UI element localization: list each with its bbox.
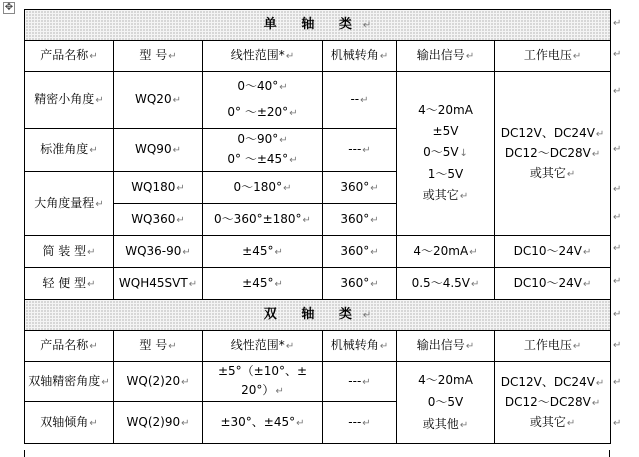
cell-mech: ---↵: [323, 129, 397, 172]
header-range: 线性范围*↵: [203, 331, 323, 362]
cell-model: WQ(2)90↵: [114, 402, 203, 444]
cell-name: 简 装 型↵: [25, 236, 114, 268]
section-dual-axis: [25, 300, 611, 331]
paragraph-mark-icon: ↵: [613, 377, 622, 388]
table-row: [25, 362, 611, 402]
cell-model: WQ20↵: [114, 72, 203, 129]
header-mech: 机械转角↵: [323, 331, 397, 362]
section-title: [25, 300, 611, 331]
cell-range: 0～180°↵: [203, 172, 323, 204]
header-row: [25, 331, 611, 362]
cell-output: 4～20mA↵: [397, 236, 495, 268]
cell-name: 标准角度↵: [25, 129, 114, 172]
cell-model: WQH45SVT↵: [114, 268, 203, 300]
header-voltage: 工作电压↵: [495, 41, 611, 72]
paragraph-mark-icon: ↵: [613, 144, 622, 155]
cell-mech: 360°↵: [323, 204, 397, 236]
cell-output: 0.5～4.5V↵: [397, 268, 495, 300]
header-range: 线性范围*↵: [203, 41, 323, 72]
cell-output-merged: 4～20mA ±5V 0～5V↓ 1～5V 或其它↵: [397, 72, 495, 236]
paragraph-mark-icon: ↵: [613, 184, 622, 195]
cell-mech: 360°↵: [323, 236, 397, 268]
cell-range: 0～40°↵ 0° ～±20°↵: [203, 72, 323, 129]
header-output: 输出信号↵: [397, 41, 495, 72]
cell-name: 轻 便 型↵: [25, 268, 114, 300]
cell-model: WQ180↵: [114, 172, 203, 204]
cell-range: ±5°（±10°、± 20°）↵: [203, 362, 323, 402]
header-model: 型 号↵: [114, 331, 203, 362]
cell-range: ±30°、±45°↵: [203, 402, 323, 444]
paragraph-mark-icon: ↵: [613, 49, 622, 60]
paragraph-mark-icon: ↵: [362, 20, 372, 31]
paragraph-mark-icon: ↵: [613, 243, 622, 254]
cell-range: 0～90°↵ 0° ～±45°↵: [203, 129, 323, 172]
header-row: [25, 41, 611, 72]
header-voltage: 工作电压↵: [495, 331, 611, 362]
table-row: [25, 268, 611, 300]
cell-mech: ---↵: [323, 362, 397, 402]
section-dual-title: 双 轴 类: [263, 307, 362, 322]
cell-name: 精密小角度↵: [25, 72, 114, 129]
cell-mech: 360°↵: [323, 172, 397, 204]
cell-model: WQ36-90↵: [114, 236, 203, 268]
cell-mech: --↵: [323, 72, 397, 129]
section-title: [25, 10, 611, 41]
cell-name: 大角度量程↵: [25, 172, 114, 236]
header-name: 产品名称↵: [25, 331, 114, 362]
header-output: 输出信号↵: [397, 331, 495, 362]
cell-range: ±45°↵: [203, 268, 323, 300]
paragraph-mark-icon: ↵: [613, 418, 622, 429]
cell-mech: ---↵: [323, 402, 397, 444]
cell-name: 双轴倾角↵: [25, 402, 114, 444]
paragraph-mark-icon: ↵: [613, 340, 622, 351]
cell-model: WQ90↵: [114, 129, 203, 172]
header-model: 型 号↵: [114, 41, 203, 72]
paragraph-mark-icon: ↵: [362, 310, 372, 321]
cell-voltage-merged: DC12V、DC24V↵ DC12～DC28V↵ 或其它↵: [495, 362, 611, 444]
paragraph-mark-icon: ↵: [613, 86, 622, 97]
table-continuation-edge: [24, 450, 610, 457]
cell-range: 0～360°±180°↵: [203, 204, 323, 236]
paragraph-mark-icon: ↵: [613, 212, 622, 223]
header-name: 产品名称↵: [25, 41, 114, 72]
table-move-anchor-icon[interactable]: ✥: [4, 2, 14, 13]
paragraph-mark-icon: ↵: [613, 18, 622, 29]
cell-voltage-merged: DC12V、DC24V↵ DC12～DC28V↵ 或其它↵: [495, 72, 611, 236]
table-row: [25, 236, 611, 268]
cell-voltage: DC10～24V↵: [495, 236, 611, 268]
cell-mech: 360°↵: [323, 268, 397, 300]
cell-range: ±45°↵: [203, 236, 323, 268]
paragraph-mark-icon: ↵: [613, 309, 622, 320]
section-single-axis: [25, 10, 611, 41]
cell-model: WQ(2)20↵: [114, 362, 203, 402]
cell-name: 双轴精密角度↵: [25, 362, 114, 402]
section-single-title: 单 轴 类: [263, 17, 362, 32]
paragraph-mark-icon: ↵: [613, 276, 622, 287]
cell-model: WQ360↵: [114, 204, 203, 236]
product-spec-table: [24, 9, 611, 444]
header-mech: 机械转角↵: [323, 41, 397, 72]
cell-voltage: DC10～24V↵: [495, 268, 611, 300]
table-row: [25, 72, 611, 129]
cell-output-merged: 4～20mA 0～5V 或其他↵: [397, 362, 495, 444]
